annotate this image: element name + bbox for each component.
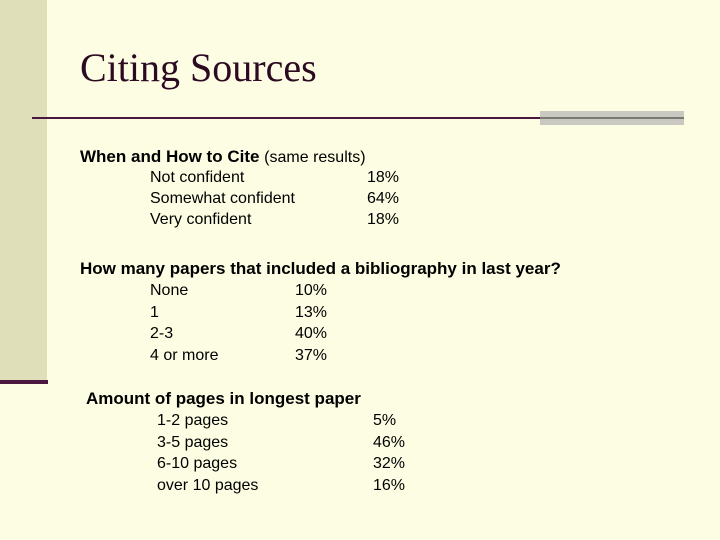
list-item-label: Not confident	[150, 169, 245, 186]
list-item-value: 10%	[295, 282, 328, 299]
list-item-value: 46%	[373, 434, 406, 451]
list-item-value: 40%	[295, 325, 328, 342]
list-item-label: Somewhat confident	[150, 190, 295, 207]
section-heading-note: (same results)	[264, 149, 366, 166]
list-item-value: 13%	[295, 304, 328, 321]
list-item-value: 64%	[367, 190, 400, 207]
section-heading-text: Amount of pages in longest paper	[86, 389, 361, 408]
list-item-value: 18%	[367, 169, 400, 186]
list-item-label: Very confident	[150, 211, 252, 228]
list-item-value: 37%	[295, 347, 328, 364]
list-item-value: 18%	[367, 211, 400, 228]
section-heading-text: How many papers that included a bibliography in last year?	[80, 259, 561, 278]
slide-title: Citing Sources	[80, 45, 317, 90]
section-heading-pages	[86, 389, 361, 409]
left-sidebar-decoration	[0, 0, 47, 382]
list-item-label: 1	[150, 304, 159, 321]
section-heading-bibliography	[80, 259, 561, 279]
list-item-label: over 10 pages	[157, 477, 259, 494]
section-heading-cite	[80, 147, 366, 167]
list-item-label: 6-10 pages	[157, 455, 238, 472]
list-item-value: 5%	[373, 412, 397, 429]
list-item-label: 3-5 pages	[157, 434, 229, 451]
list-item-label: 1-2 pages	[157, 412, 229, 429]
list-item-label: 4 or more	[150, 347, 219, 364]
list-item-value: 32%	[373, 455, 406, 472]
list-item-label: 2-3	[150, 325, 174, 342]
title-underline	[32, 117, 540, 119]
list-item-label: None	[150, 282, 189, 299]
title-underline-accent-line	[540, 117, 684, 119]
left-divider-line	[0, 380, 48, 384]
section-heading-text: When and How to Cite	[80, 147, 260, 166]
list-item-value: 16%	[373, 477, 406, 494]
